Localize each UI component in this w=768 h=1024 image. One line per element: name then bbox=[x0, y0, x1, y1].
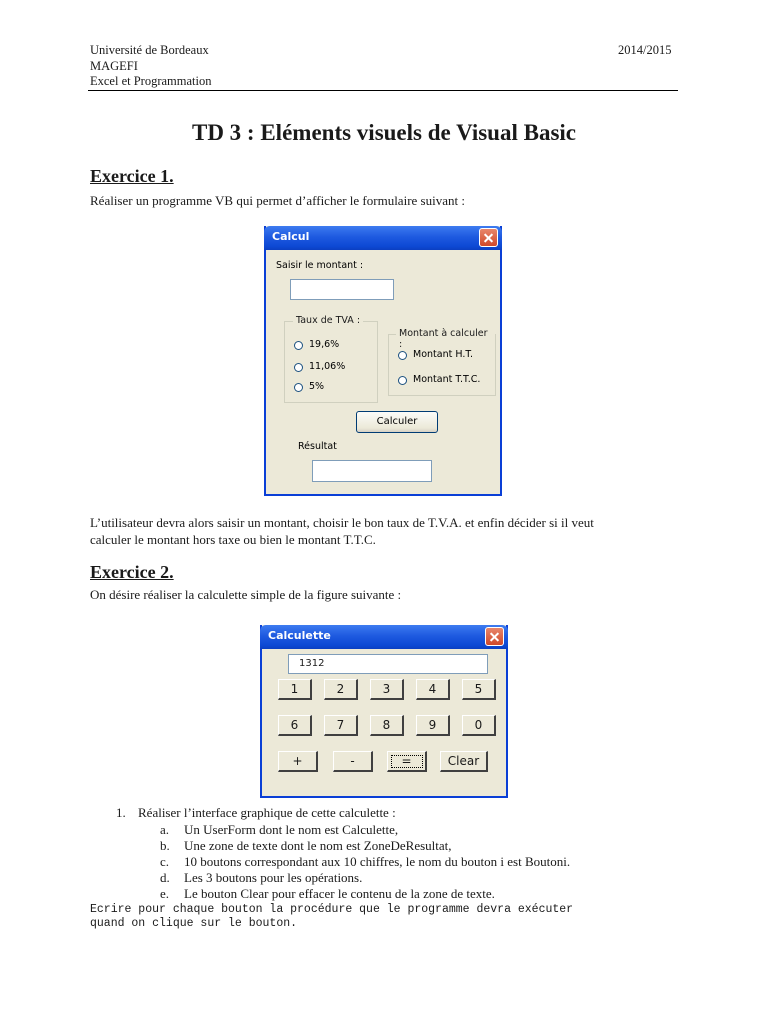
task-number: 1. bbox=[116, 805, 126, 820]
close-icon[interactable] bbox=[479, 228, 498, 247]
radio-ht[interactable] bbox=[398, 351, 407, 360]
digit-button-6[interactable]: 6 bbox=[278, 715, 312, 736]
code-line-2: quand on clique sur le bouton. bbox=[90, 917, 298, 930]
radio-tva-2[interactable] bbox=[294, 363, 303, 372]
tva-frame bbox=[284, 315, 378, 403]
header-program: MAGEFI bbox=[90, 59, 138, 73]
calcul-titlebar bbox=[264, 226, 502, 250]
digit-button-4[interactable]: 4 bbox=[416, 679, 450, 700]
result-field[interactable] bbox=[312, 460, 432, 482]
calculette-window bbox=[260, 625, 508, 798]
subitem-text-b: Une zone de texte dont le nom est ZoneDeResultat, bbox=[184, 838, 452, 853]
subitem-letter-b: b. bbox=[160, 838, 170, 853]
subitem-letter-e: e. bbox=[160, 886, 170, 901]
result-display[interactable]: 1312 bbox=[288, 654, 488, 674]
equals-button[interactable]: = bbox=[387, 751, 427, 772]
digit-button-2[interactable]: 2 bbox=[324, 679, 358, 700]
radio-ttc[interactable] bbox=[398, 376, 407, 385]
subitem-letter-a: a. bbox=[160, 822, 170, 837]
result-label: Résultat bbox=[298, 441, 337, 452]
digit-button-5[interactable]: 5 bbox=[462, 679, 496, 700]
task-text: Réaliser l’interface graphique de cette calculette : bbox=[138, 805, 396, 820]
digit-button-9[interactable]: 9 bbox=[416, 715, 450, 736]
calculer-button[interactable]: Calculer bbox=[356, 411, 438, 433]
clear-button[interactable]: Clear bbox=[440, 751, 488, 772]
exercise1-intro: Réaliser un programme VB qui permet d’afficher le formulaire suivant : bbox=[90, 193, 465, 208]
plus-button[interactable]: + bbox=[278, 751, 318, 772]
amount-label: Saisir le montant : bbox=[276, 260, 364, 271]
digit-button-1[interactable]: 1 bbox=[278, 679, 312, 700]
calculette-title: Calculette bbox=[268, 629, 331, 642]
tva-frame-label: Taux de TVA : bbox=[293, 315, 363, 326]
calculette-titlebar bbox=[260, 625, 508, 649]
digit-button-7[interactable]: 7 bbox=[324, 715, 358, 736]
tva-option-1: 19,6% bbox=[309, 339, 340, 350]
subitem-text-a: Un UserForm dont le nom est Calculette, bbox=[184, 822, 399, 837]
close-icon[interactable] bbox=[485, 627, 504, 646]
calcul-title: Calcul bbox=[272, 230, 310, 243]
header-university: Université de Bordeaux bbox=[90, 43, 209, 57]
exercise1-text-line1: L’utilisateur devra alors saisir un montant, choisir le bon taux de T.V.A. et enfin décider si il veut bbox=[90, 515, 594, 530]
digit-button-8[interactable]: 8 bbox=[370, 715, 404, 736]
amount-input[interactable] bbox=[290, 279, 394, 300]
subitem-text-d: Les 3 boutons pour les opérations. bbox=[184, 870, 363, 885]
calcul-window bbox=[264, 226, 502, 496]
exercise2-heading: Exercice 2. bbox=[90, 562, 174, 582]
radio-tva-3[interactable] bbox=[294, 383, 303, 392]
calc-option-ttc: Montant T.T.C. bbox=[413, 374, 481, 385]
subitem-letter-c: c. bbox=[160, 854, 170, 869]
exercise1-text-line2: calculer le montant hors taxe ou bien le montant T.T.C. bbox=[90, 532, 376, 547]
header-year: 2014/2015 bbox=[618, 43, 672, 57]
tva-option-2: 11,06% bbox=[309, 361, 346, 372]
header-course: Excel et Programmation bbox=[90, 74, 212, 88]
subitem-text-e: Le bouton Clear pour effacer le contenu de la zone de texte. bbox=[184, 886, 495, 901]
digit-button-0[interactable]: 0 bbox=[462, 715, 496, 736]
minus-button[interactable]: - bbox=[333, 751, 373, 772]
subitem-letter-d: d. bbox=[160, 870, 170, 885]
page-title: TD 3 : Eléments visuels de Visual Basic bbox=[191, 120, 576, 145]
digit-button-3[interactable]: 3 bbox=[370, 679, 404, 700]
calc-frame bbox=[388, 328, 496, 396]
radio-tva-1[interactable] bbox=[294, 341, 303, 350]
calc-option-ht: Montant H.T. bbox=[413, 349, 474, 360]
header-rule bbox=[88, 90, 678, 91]
subitem-text-c: 10 boutons correspondant aux 10 chiffres, le nom du bouton i est Boutoni. bbox=[184, 854, 571, 869]
tva-option-3: 5% bbox=[309, 381, 325, 392]
code-line-1: Ecrire pour chaque bouton la procédure que le programme devra exécuter bbox=[90, 903, 574, 916]
exercise2-intro: On désire réaliser la calculette simple de la figure suivante : bbox=[90, 587, 402, 602]
exercise1-heading: Exercice 1. bbox=[90, 166, 174, 186]
calc-frame-label: Montant à calculer : bbox=[396, 328, 495, 350]
